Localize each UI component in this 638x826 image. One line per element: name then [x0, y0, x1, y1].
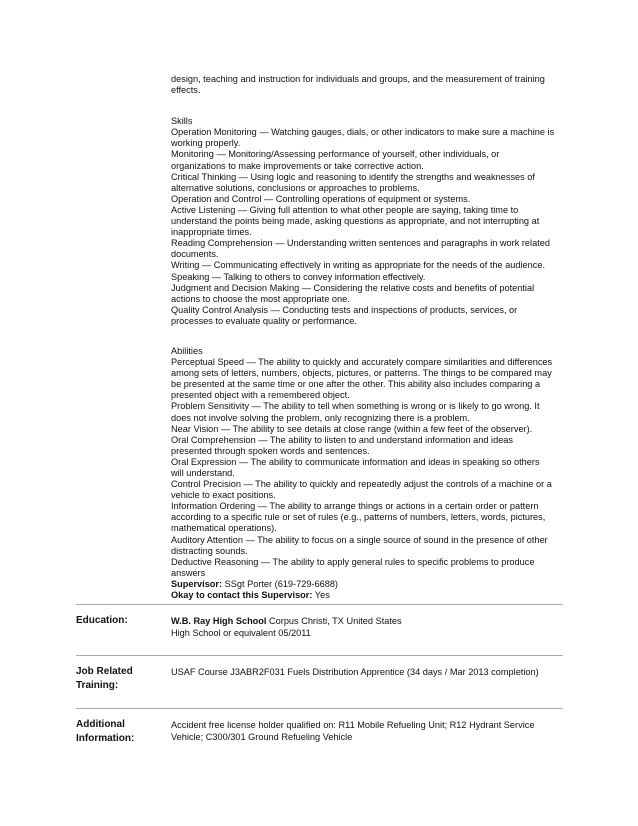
skills-line: Judgment and Decision Making — Considering the relative costs and benefits of potential: [171, 282, 535, 293]
skills-line: Speaking — Talking to others to convey information effectively.: [171, 271, 426, 282]
skills-line: alternative solutions, conclusions or approaches to problems.: [171, 182, 420, 193]
skills-line: inappropriate times.: [171, 227, 252, 238]
additional-value: [171, 719, 571, 743]
abilities-line: among sets of letters, numbers, objects, pictures, or patterns. The things to be compared may: [171, 368, 552, 379]
intro-line: design, teaching and instruction for individuals and groups, and the measurement of training: [171, 74, 545, 84]
additional-label: [76, 718, 161, 746]
skills-line: Critical Thinking — Using logic and reasoning to identify the strengths and weaknesses of: [171, 171, 535, 182]
skills-line: working properly.: [171, 138, 241, 149]
abilities-line: distracting sounds.: [171, 545, 248, 556]
school-location: Corpus Christi, TX United States: [266, 616, 402, 626]
training-label: [76, 665, 161, 693]
contact-line: [171, 590, 571, 601]
abilities-heading: Abilities: [171, 345, 203, 356]
skills-line: organizations to make improvements or take corrective action.: [171, 160, 424, 171]
skills-line: Monitoring — Monitoring/Assessing performance of yourself, other individuals, or: [171, 149, 500, 160]
skills-line: Operation and Control — Controlling operations of equipment or systems.: [171, 193, 471, 204]
job-details-block: [171, 74, 571, 601]
additional-line: Accident free license holder qualified on: R11 Mobile Refueling Unit; R12 Hydrant Service: [171, 720, 535, 730]
skills-line: processes to evaluate quality or performance.: [171, 315, 357, 326]
skills-line: Operation Monitoring — Watching gauges, dials, or other indicators to make sure a machine is: [171, 127, 555, 138]
abilities-line: Control Precision — The ability to quickly and repeatedly adjust the controls of a machine or a: [171, 479, 552, 490]
abilities-line: Deductive Reasoning — The ability to apply general rules to specific problems to produce: [171, 556, 535, 567]
training-label-line: Training:: [76, 680, 119, 691]
abilities-line: Information Ordering — The ability to arrange things or actions in a certain order or pattern: [171, 501, 539, 512]
abilities-line: answers: [171, 567, 206, 578]
abilities-line: be presented at the same time or one after the other. This ability also includes comparing a: [171, 379, 541, 390]
education-school-line: [171, 615, 571, 627]
section-divider: [76, 604, 563, 605]
intro-line: effects.: [171, 85, 201, 96]
abilities-line: Auditory Attention — The ability to focus on a single source of sound in the presence of other: [171, 534, 548, 545]
supervisor-label: Supervisor:: [171, 578, 223, 589]
additional-label-line: Additional: [76, 719, 125, 730]
abilities-line: Near Vision — The ability to see details at close range (within a few feet of the observer).: [171, 423, 533, 434]
abilities-line: does not involve solving the problem, only recognizing there is a problem.: [171, 412, 470, 423]
abilities-line: presented object with a remembered object.: [171, 390, 350, 401]
skills-line: actions to choose the most appropriate one.: [171, 293, 350, 304]
abilities-line: will understand.: [171, 468, 235, 478]
skills-line: Writing — Communicating effectively in writing as appropriate for the needs of the audience.: [171, 260, 545, 271]
skills-line: documents.: [171, 249, 219, 260]
intro-paragraph: [171, 74, 571, 96]
supervisor-line: [171, 579, 571, 590]
skills-heading: Skills: [171, 116, 193, 127]
abilities-line: mathematical operations).: [171, 523, 277, 534]
abilities-line: according to a specific rule or set of rules (e.g., patterns of numbers, letters, words, pictures,: [171, 512, 546, 523]
skills-line: understand the points being made, asking questions as appropriate, and not interrupting at: [171, 216, 540, 227]
school-name: W.B. Ray High School: [171, 616, 267, 626]
training-value: [171, 666, 571, 678]
skills-line: Quality Control Analysis — Conducting tests and inspections of products, services, or: [171, 304, 518, 315]
abilities-line: Oral Expression — The ability to communicate information and ideas in speaking so others: [171, 456, 540, 467]
additional-line: Vehicle; C300/301 Ground Refueling Vehicle: [171, 732, 353, 742]
section-divider: [76, 655, 563, 656]
abilities-line: Problem Sensitivity — The ability to tell when something is wrong or is likely to go wrong. It: [171, 401, 540, 412]
education-degree: High School or equivalent 05/2011: [171, 628, 311, 638]
section-divider: [76, 708, 563, 709]
abilities-section: [171, 346, 571, 601]
training-label-line: Job Related: [76, 666, 133, 677]
skills-line: Active Listening — Giving full attention to what other people are saying, taking time to: [171, 204, 519, 215]
abilities-line: Oral Comprehension — The ability to listen to and understand information and ideas: [171, 434, 514, 445]
supervisor-value: SSgt Porter (619-729-6688): [222, 578, 338, 589]
education-label: Education:: [76, 615, 128, 626]
additional-label-line: Information:: [76, 733, 135, 744]
skills-line: Reading Comprehension — Understanding written sentences and paragraphs in work related: [171, 238, 550, 249]
abilities-line: presented through spoken words and sentences.: [171, 445, 370, 456]
abilities-line: Perceptual Speed — The ability to quickly and accurately compare similarities and differences: [171, 357, 553, 368]
contact-label: Okay to contact this Supervisor:: [171, 590, 313, 601]
training-course: USAF Course J3ABR2F031 Fuels Distribution Apprentice (34 days / Mar 2013 completion): [171, 667, 539, 677]
skills-section: [171, 116, 571, 327]
contact-value: Yes: [312, 590, 330, 601]
abilities-line: vehicle to exact positions.: [171, 490, 276, 501]
education-value: [171, 615, 571, 639]
